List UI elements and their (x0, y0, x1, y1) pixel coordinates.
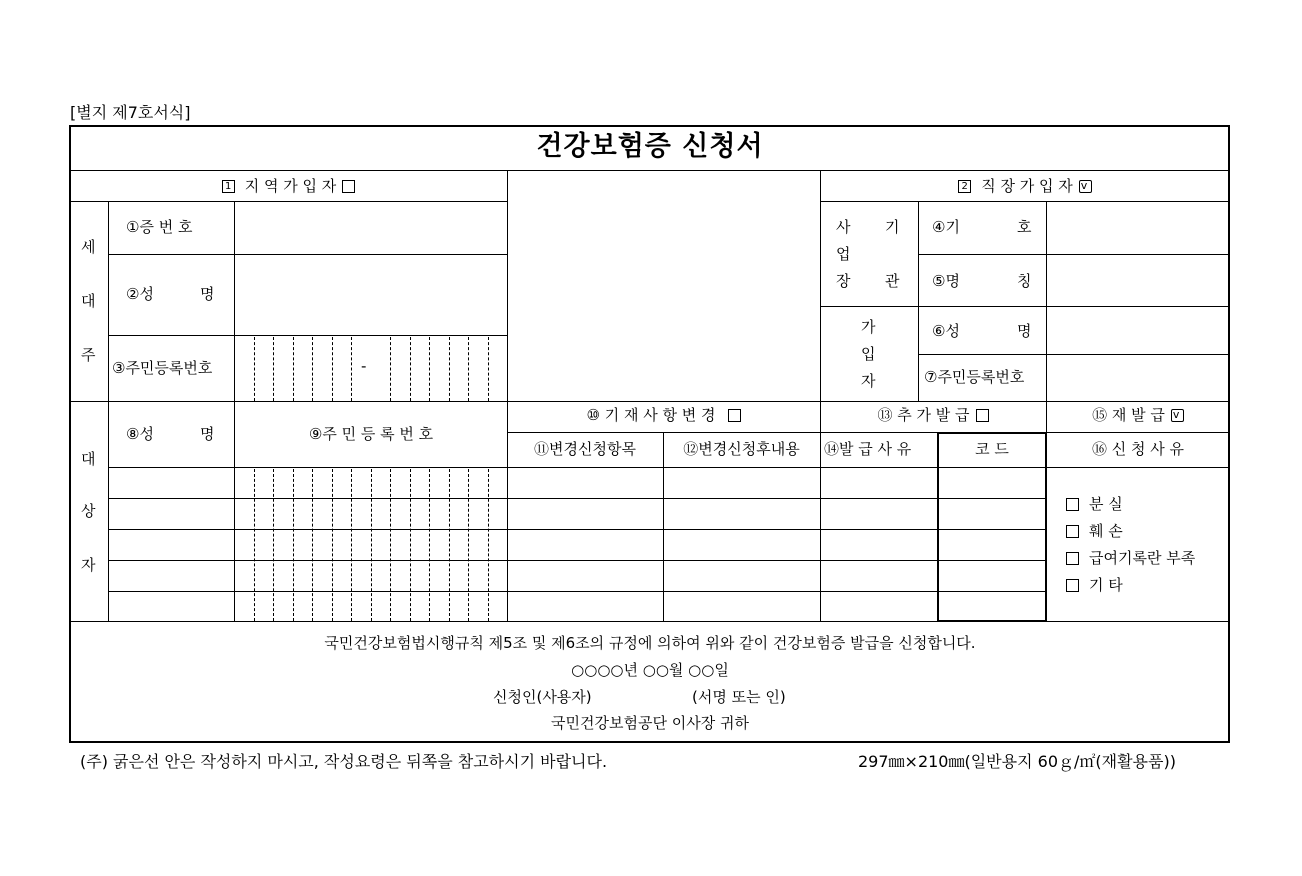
section-number-badge: 2 (958, 180, 971, 193)
target-name-label: ⑧성 (126, 425, 154, 443)
household-head-char: 대 (81, 292, 96, 310)
subscriber-char: 자 (861, 372, 876, 390)
employer-name-label: ⑤명 (932, 272, 960, 290)
application-statement: 국민건강보험법시행규칙 제5조 및 제6조의 규정에 의하여 위와 같이 건강보험증 발급을 신청합니다. (324, 634, 976, 652)
reason-option-other[interactable] (1066, 576, 1123, 594)
target-resident-label: ⑨주 민 등 록 번 호 (308, 425, 434, 443)
head-name-label: ②성 (126, 285, 154, 303)
employer-char: 기 (885, 218, 900, 236)
change-entries-header (507, 406, 820, 424)
section-number-badge: 1 (222, 180, 235, 193)
paper-spec: 297㎜×210㎜(일반용지 60ｇ/㎡(재활용품)) (858, 752, 1176, 771)
section-regional-subscriber (70, 177, 507, 195)
reason-option-lost[interactable] (1066, 495, 1123, 513)
reissue-label: ⑮ 재 발 급 (1092, 406, 1165, 424)
subscriber-resident-label: ⑦주민등록번호 (924, 368, 1025, 386)
head-name-field[interactable] (235, 255, 506, 335)
reason-option-insufficient[interactable] (1066, 549, 1195, 567)
option-checkbox[interactable] (1066, 525, 1079, 538)
subscriber-name-field[interactable] (1047, 307, 1229, 354)
subscriber-name-label: ⑥성 (932, 322, 960, 340)
subscriber-char: 가 (861, 318, 876, 336)
addressee: 국민건강보험공단 이사장 귀하 (551, 714, 749, 732)
issue-reason-label: ⑭발 급 사 유 (824, 440, 912, 458)
footnote: (주) 굵은선 안은 작성하지 마시고, 작성요령은 뒤쪽을 참고하시기 바랍니다. (80, 752, 608, 771)
target-char: 상 (81, 502, 96, 520)
target-char: 자 (81, 556, 96, 574)
form-reference: [별지 제7호서식] (70, 103, 191, 122)
option-checkbox[interactable] (1066, 552, 1079, 565)
employer-char: 관 (885, 272, 900, 290)
additional-issue-header (820, 406, 1046, 424)
resident-number-dash: - (361, 357, 367, 375)
card-number-label: ①증 번 호 (126, 218, 193, 236)
reason-option-damaged[interactable] (1066, 522, 1123, 540)
signature-label: (서명 또는 인) (692, 688, 786, 706)
change-checkbox[interactable] (728, 409, 741, 422)
subscriber-char: 입 (861, 345, 876, 363)
employer-name-label-end: 칭 (1017, 272, 1032, 290)
reason-option-label: 분 실 (1089, 495, 1123, 513)
change-item-label: ⑪변경신청항목 (534, 440, 636, 458)
reason-option-label: 기 타 (1089, 576, 1123, 594)
reissue-header (1046, 406, 1230, 424)
change-entries-label: ⑩ 기 재 사 항 변 경 (586, 406, 716, 424)
target-name-label-end: 명 (200, 425, 215, 443)
form-title: 건강보험증 신청서 (536, 131, 764, 162)
change-after-label: ⑫변경신청후내용 (683, 440, 800, 458)
employer-code-label-end: 호 (1017, 218, 1032, 236)
employer-char: 장 (836, 272, 851, 290)
employer-code-label: ④기 (932, 218, 960, 236)
reason-option-label: 훼 손 (1089, 522, 1123, 540)
reason-option-label: 급여기록란 부족 (1089, 549, 1196, 567)
subscriber-name-label-end: 명 (1017, 322, 1032, 340)
reissue-checkbox[interactable] (1171, 409, 1184, 422)
option-checkbox[interactable] (1066, 579, 1079, 592)
target-char: 대 (81, 450, 96, 468)
option-checkbox[interactable] (1066, 498, 1079, 511)
section-workplace-label: 직 장 가 입 자 (981, 177, 1073, 195)
subscriber-resident-field[interactable] (1047, 355, 1229, 401)
additional-issue-label: ⑬ 추 가 발 급 (877, 406, 970, 424)
household-head-char: 세 (81, 238, 96, 256)
section-workplace-subscriber (820, 177, 1230, 195)
applicant-label: 신청인(사용자) (493, 688, 592, 706)
employer-char: 사 (836, 218, 851, 236)
head-resident-number-label: ③주민등록번호 (112, 359, 213, 377)
household-head-char: 주 (81, 346, 96, 364)
additional-issue-checkbox[interactable] (976, 409, 989, 422)
employer-name-field[interactable] (1047, 255, 1229, 306)
employer-code-field[interactable] (1047, 202, 1229, 254)
application-date: ○○○○년 ○○월 ○○일 (571, 661, 729, 679)
code-label: 코 드 (975, 440, 1009, 458)
code-column-box (937, 432, 1047, 622)
workplace-checkbox[interactable] (1079, 180, 1092, 193)
application-reason-label: ⑯ 신 청 사 유 (1091, 440, 1185, 458)
card-number-field[interactable] (235, 202, 506, 254)
regional-checkbox[interactable] (342, 180, 355, 193)
section-regional-label: 지 역 가 입 자 (244, 177, 337, 195)
employer-char: 업 (836, 245, 851, 263)
head-name-label-end: 명 (200, 285, 215, 303)
